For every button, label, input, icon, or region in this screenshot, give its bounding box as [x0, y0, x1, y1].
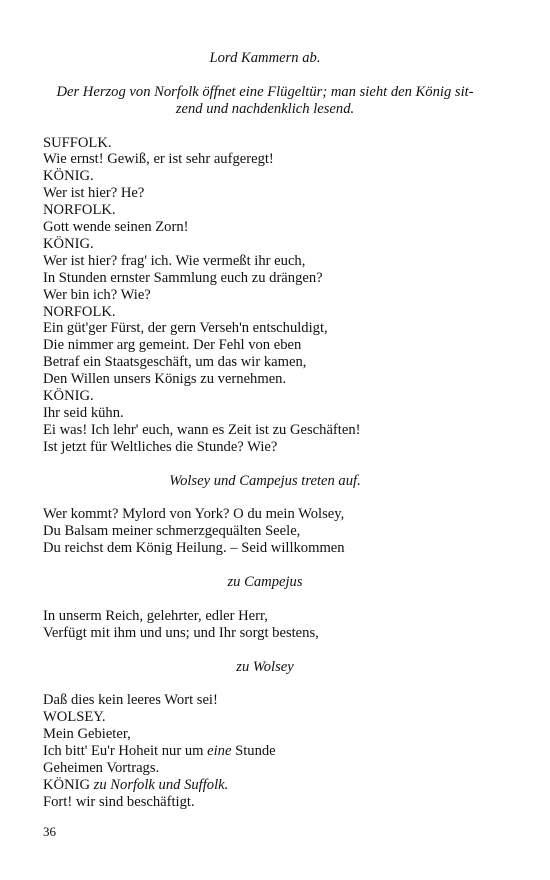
- dialogue-block-1: [43, 135, 487, 456]
- text-line: Wie ernst! Gewiß, er ist sehr aufgeregt!: [43, 151, 274, 168]
- text-line: Betraf ein Staatsgeschäft, um das wir kamen,: [43, 354, 307, 371]
- text-line: Die nimmer arg gemeint. Der Fehl von eben: [43, 337, 302, 354]
- page-number: 36: [43, 824, 56, 839]
- text-line: Mein Gebieter,: [43, 726, 131, 743]
- text-line: WOLSEY.: [43, 709, 106, 726]
- text-line: Du Balsam meiner schmerzgequälten Seele,: [43, 523, 301, 540]
- stage-direction-to-wolsey: zu Wolsey: [236, 658, 294, 675]
- play-text: [43, 50, 487, 811]
- text-run: Ich bitt' Eu'r Hoheit nur um: [43, 743, 208, 760]
- text-line: SUFFOLK.: [43, 134, 112, 151]
- text-line: Verfügt mit ihm und uns; und Ihr sorgt bestens,: [43, 624, 319, 641]
- text-line: Ist jetzt für Weltliches die Stunde? Wie?: [43, 438, 278, 455]
- spacer: [43, 67, 487, 84]
- text-line-emphasis: [43, 743, 487, 760]
- text-run: Stunde: [231, 743, 276, 760]
- spacer: [43, 675, 487, 692]
- spacer: [43, 118, 487, 135]
- text-line: Den Willen unsers Königs zu vernehmen.: [43, 371, 287, 388]
- dialogue-block-2: [43, 506, 487, 557]
- text-line: Wer kommt? Mylord von York? O du mein Wolsey,: [43, 506, 345, 523]
- stage-direction-to-campejus: zu Campejus: [227, 574, 303, 591]
- text-line: Ei was! Ich lehr' euch, wann es Zeit ist zu Geschäften!: [43, 421, 361, 438]
- text-line: Du reichst dem König Heilung. – Seid willkommen: [43, 540, 345, 557]
- text-line: Ein güt'ger Fürst, der gern Verseh'n entschuldigt,: [43, 320, 328, 337]
- spacer: [43, 490, 487, 507]
- stage-direction-door-line-1: Der Herzog von Norfolk öffnet eine Flügeltür; man sieht den König sit-: [56, 83, 474, 100]
- text-line: NORFOLK.: [43, 303, 116, 320]
- spacer: [43, 642, 487, 659]
- inline-stage-direction: zu Norfolk und Suffolk.: [93, 776, 229, 793]
- stage-direction-exit: Lord Kammern ab.: [209, 50, 321, 66]
- dialogue-block-4: [43, 692, 487, 810]
- text-line: In Stunden ernster Sammlung euch zu drängen?: [43, 269, 323, 286]
- text-line: KÖNIG.: [43, 168, 94, 185]
- text-line: Daß dies kein leeres Wort sei!: [43, 692, 218, 709]
- dialogue-block-3: [43, 608, 487, 642]
- text-line: KÖNIG.: [43, 388, 94, 405]
- text-line: KÖNIG.: [43, 235, 94, 252]
- text-line: Wer ist hier? He?: [43, 185, 145, 202]
- text-line: Geheimen Vortrags.: [43, 759, 160, 776]
- text-line: Fort! wir sind beschäftigt.: [43, 793, 195, 810]
- text-line: In unserm Reich, gelehrter, edler Herr,: [43, 607, 268, 624]
- spacer: [43, 456, 487, 473]
- emphasized-word: eine: [207, 743, 232, 760]
- stage-direction-entrance: Wolsey und Campejus treten auf.: [169, 472, 361, 489]
- text-line: Gott wende seinen Zorn!: [43, 219, 189, 236]
- spacer: [43, 591, 487, 608]
- stage-direction-door-line-2: zend und nachdenklich lesend.: [175, 100, 355, 117]
- text-line: NORFOLK.: [43, 202, 116, 219]
- speaker-name: KÖNIG: [43, 776, 94, 793]
- speaker-with-direction: [43, 777, 487, 794]
- text-line: Wer ist hier? frag' ich. Wie vermeßt ihr euch,: [43, 252, 306, 269]
- text-line: Wer bin ich? Wie?: [43, 286, 151, 303]
- spacer: [43, 557, 487, 574]
- text-line: Ihr seid kühn.: [43, 405, 124, 421]
